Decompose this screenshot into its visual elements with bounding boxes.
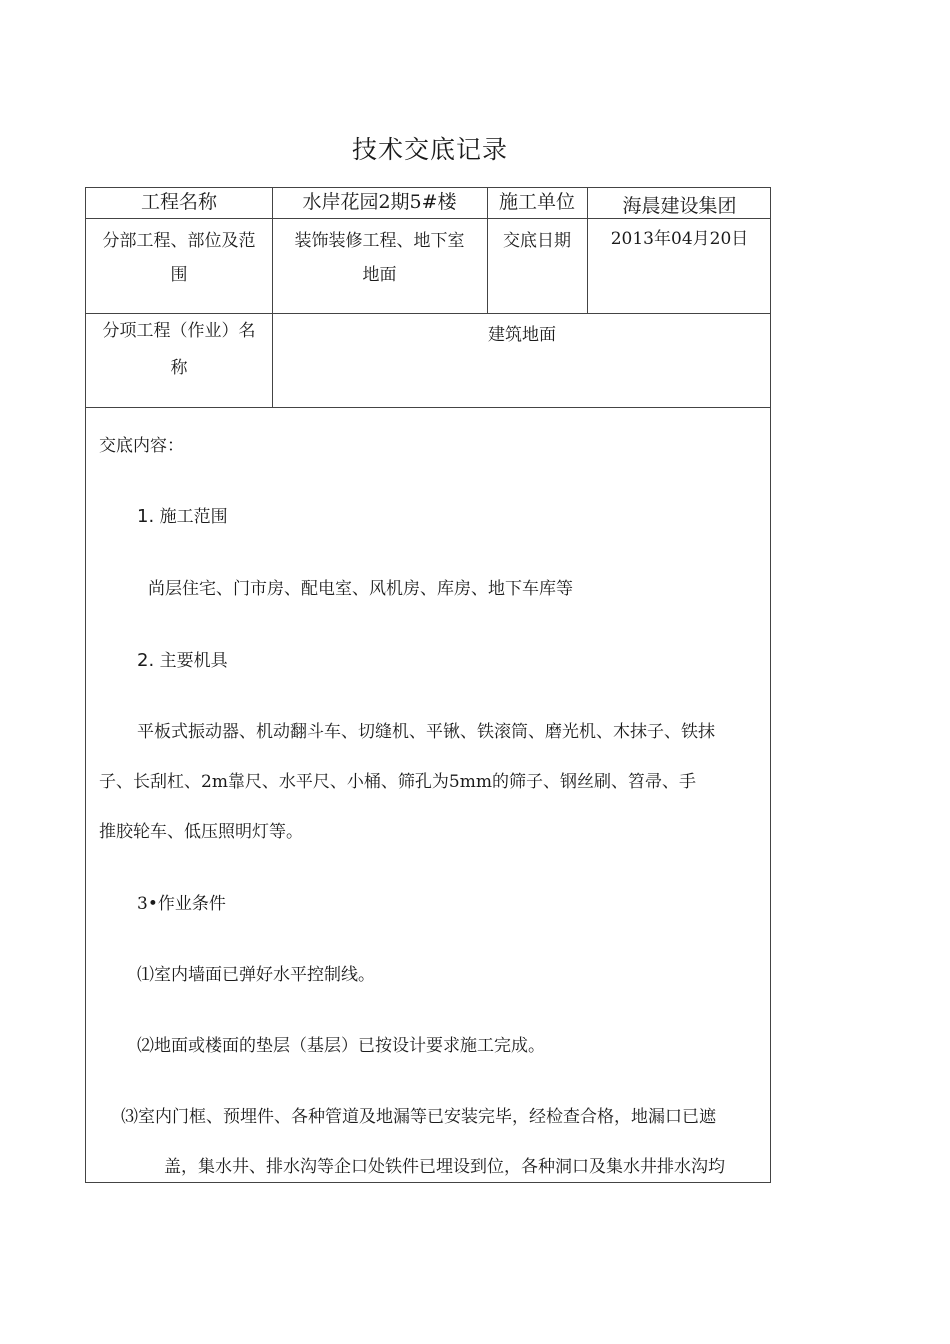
content-heading: 交底内容： — [99, 436, 184, 456]
section-1-title: 施工范围 — [159, 507, 228, 527]
section-2-number: 2. — [137, 650, 155, 671]
section-3-item-2: ⑵地面或楼面的垫层（基层）已按设计要求施工完成。 — [137, 1036, 545, 1056]
section-1-heading — [137, 502, 228, 527]
project-name-value: 水岸花园2期5#楼 — [302, 191, 457, 213]
row-divider — [86, 313, 770, 314]
section-2-title: 主要机具 — [159, 651, 228, 671]
date-label: 交底日期 — [503, 231, 571, 251]
row-divider — [86, 407, 770, 408]
column-divider — [272, 188, 273, 407]
section-2-line-3: 推胶轮车、低压照明灯等。 — [99, 822, 303, 842]
contractor-label: 施工单位 — [498, 191, 575, 213]
scope-value-line2: 地面 — [362, 265, 397, 285]
document-title: 技术交底记录 — [351, 135, 508, 164]
section-1-text: 尚层住宅、门市房、配电室、风机房、库房、地下车库等 — [148, 579, 573, 599]
scope-label-line1: 分部工程、部位及范 — [102, 231, 256, 251]
section-2-heading — [137, 646, 228, 671]
item-label-line2: 称 — [170, 358, 188, 378]
section-2-line-1: 平板式振动器、机动翻斗车、切缝机、平锹、铁滚筒、磨光机、木抹子、铁抹 — [137, 722, 715, 742]
contractor-value: 海晨建设集团 — [622, 195, 737, 217]
section-2-line-2: 子、长刮杠、2m靠尺、水平尺、小桶、筛孔为5mm的筛子、钢丝刷、笤帚、手 — [99, 772, 696, 792]
date-value: 2013年04月20日 — [610, 229, 749, 249]
item-label-line1: 分项工程（作业）名 — [102, 321, 256, 341]
section-3-item-3-line-2: 盖，集水井、排水沟等企口处铁件已埋设到位，各种洞口及集水井排水沟均 — [164, 1157, 725, 1177]
disclosure-form — [85, 187, 771, 1183]
section-3-item-1: ⑴室内墙面已弹好水平控制线。 — [137, 965, 375, 985]
section-3-item-3-line-1: ⑶室内门框、预埋件、各种管道及地漏等已安装完毕，经检查合格，地漏口已遮 — [121, 1107, 716, 1127]
section-3-heading: 3•作业条件 — [137, 894, 226, 914]
scope-label-line2: 围 — [170, 265, 188, 285]
item-value: 建筑地面 — [488, 325, 556, 345]
scope-value-line1: 装饰装修工程、地下室 — [294, 231, 465, 251]
section-1-number: 1. — [137, 506, 155, 527]
project-name-label: 工程名称 — [140, 191, 217, 213]
